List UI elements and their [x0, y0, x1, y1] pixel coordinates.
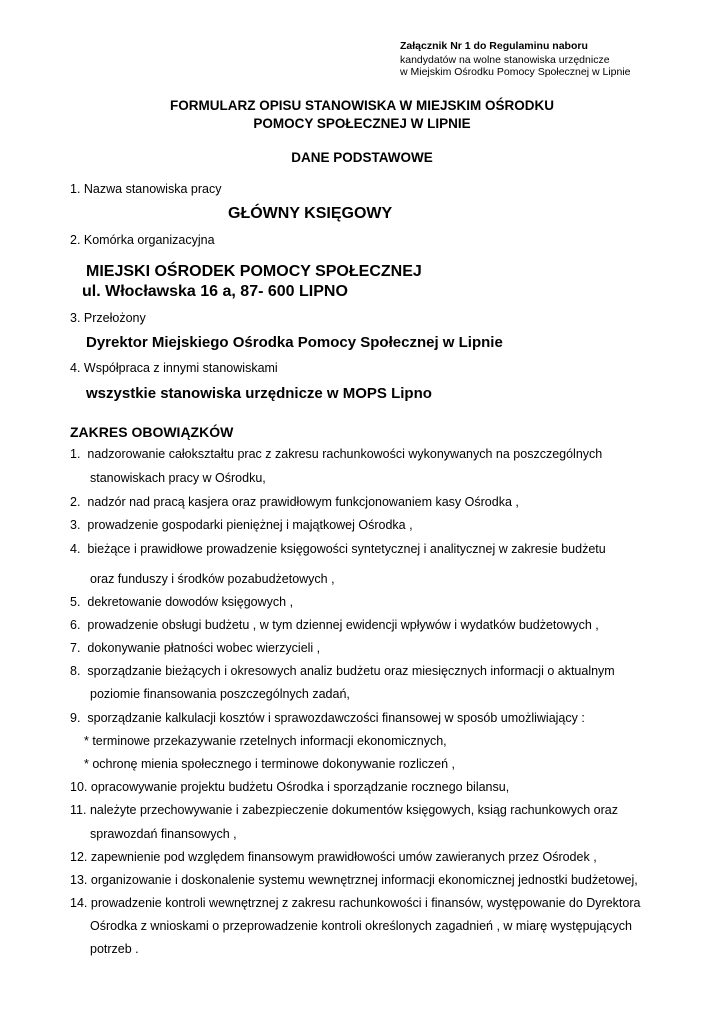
unit-value-line-2: ul. Włocławska 16 a, 87- 600 LIPNO	[82, 283, 348, 300]
list-item	[70, 803, 618, 817]
duty-text: nadzorowanie całokształtu prac z zakresu rachunkowości wykonywanych na poszczególnych	[87, 447, 603, 461]
duty-text: nadzór nad pracą kasjera oraz prawidłowym funkcjonowaniem kasy Ośrodka ,	[87, 495, 519, 509]
duty-text: opracowywanie projektu budżetu Ośrodka i sporządzanie rocznego bilansu,	[90, 780, 510, 794]
supervisor-label: 3. Przełożony	[70, 311, 146, 325]
duty-text: organizowanie i doskonalenie systemu wewnętrznej informacji ekonomicznej jednostki budżetowej,	[90, 873, 638, 887]
duty-text: dokonywanie płatności wobec wierzycieli ,	[87, 641, 321, 655]
section-duties: ZAKRES OBOWIĄZKÓW	[70, 424, 234, 440]
duty-number: 13.	[70, 873, 88, 887]
duty-number: 3.	[70, 518, 81, 532]
list-item	[70, 595, 293, 609]
duty-number: 2.	[70, 495, 81, 509]
duty-number: 8.	[70, 664, 81, 678]
unit-value-line-1: MIEJSKI OŚRODEK POMOCY SPOŁECZNEJ	[86, 263, 422, 280]
duty-number: 12.	[70, 850, 88, 864]
duty-number: 14.	[70, 896, 88, 910]
duty-text: zapewnienie pod względem finansowym prawidłowości umów zawieranych przez Ośrodek ,	[90, 850, 597, 864]
duty-text: dekretowanie dowodów księgowych ,	[87, 595, 294, 609]
list-item	[70, 495, 519, 509]
duty-text: prowadzenie obsługi budżetu , w tym dziennej ewidencji wpływów i wydatków budżetowych ,	[87, 618, 599, 632]
duty-number: 5.	[70, 595, 81, 609]
duty-text: należyte przechowywanie i zabezpieczenie dokumentów księgowych, ksiąg rachunkowych oraz	[89, 803, 618, 817]
cooperation-label: 4. Współpraca z innymi stanowiskami	[70, 361, 278, 375]
duty-subitem: * ochronę mienia społecznego i terminowe dokonywanie rozliczeń ,	[84, 757, 456, 771]
attachment-title: Załącznik Nr 1 do Regulaminu naboru	[400, 40, 588, 52]
duty-text: bieżące i prawidłowe prowadzenie księgowości syntetycznej i analitycznej w zakresie budżetu	[87, 542, 606, 556]
unit-label: 2. Komórka organizacyjna	[70, 233, 215, 247]
list-item	[70, 711, 585, 725]
form-title-line-2: POMOCY SPOŁECZNEJ W LIPNIE	[253, 116, 471, 131]
duty-number: 4.	[70, 542, 81, 556]
duty-continuation: stanowiskach pracy w Ośrodku,	[90, 471, 266, 485]
section-basic-data: DANE PODSTAWOWE	[291, 150, 433, 165]
position-name-value: GŁÓWNY KSIĘGOWY	[228, 205, 393, 222]
duty-continuation: Ośrodka z wnioskami o przeprowadzenie kontroli określonych zagadnień , w miarę występujących	[90, 919, 632, 933]
list-item	[70, 873, 638, 887]
duty-text: prowadzenie gospodarki pieniężnej i majątkowej Ośrodka ,	[87, 518, 413, 532]
form-title-line-1: FORMULARZ OPISU STANOWISKA W MIEJSKIM OŚRODKU	[170, 98, 554, 113]
duty-number: 6.	[70, 618, 81, 632]
supervisor-value: Dyrektor Miejskiego Ośrodka Pomocy Społecznej w Lipnie	[86, 334, 503, 351]
list-item	[70, 641, 320, 655]
list-item	[70, 542, 606, 556]
duty-number: 1.	[70, 447, 81, 461]
duty-text: sporządzanie bieżących i okresowych analiz budżetu oraz miesięcznych informacji o aktualnym	[87, 664, 615, 678]
duty-number: 7.	[70, 641, 81, 655]
duty-number: 9.	[70, 711, 81, 725]
duty-text: prowadzenie kontroli wewnętrznej z zakresu rachunkowości i finansów, występowanie do Dyrektora	[90, 896, 641, 910]
duty-continuation: sprawozdań finansowych ,	[90, 827, 237, 841]
duty-number: 11.	[70, 803, 87, 817]
list-item	[70, 518, 413, 532]
position-name-label: 1. Nazwa stanowiska pracy	[70, 182, 222, 196]
duty-text: sporządzanie kalkulacji kosztów i sprawozdawczości finansowej w sposób umożliwiający :	[87, 711, 585, 725]
list-item	[70, 896, 640, 910]
list-item	[70, 780, 509, 794]
duty-continuation: poziomie finansowania poszczególnych zadań,	[90, 687, 350, 701]
duty-subitem: * terminowe przekazywanie rzetelnych informacji ekonomicznych,	[84, 734, 447, 748]
attachment-line-2: kandydatów na wolne stanowiska urzędnicze	[400, 54, 610, 66]
duty-continuation: potrzeb .	[90, 942, 139, 956]
cooperation-value: wszystkie stanowiska urzędnicze w MOPS Lipno	[86, 385, 432, 402]
list-item	[70, 618, 599, 632]
duty-number: 10.	[70, 780, 88, 794]
list-item	[70, 850, 597, 864]
list-item	[70, 664, 615, 678]
attachment-line-3: w Miejskim Ośrodku Pomocy Społecznej w Lipnie	[400, 66, 631, 78]
duty-continuation: oraz funduszy i środków pozabudżetowych ,	[90, 572, 335, 586]
list-item	[70, 447, 602, 461]
